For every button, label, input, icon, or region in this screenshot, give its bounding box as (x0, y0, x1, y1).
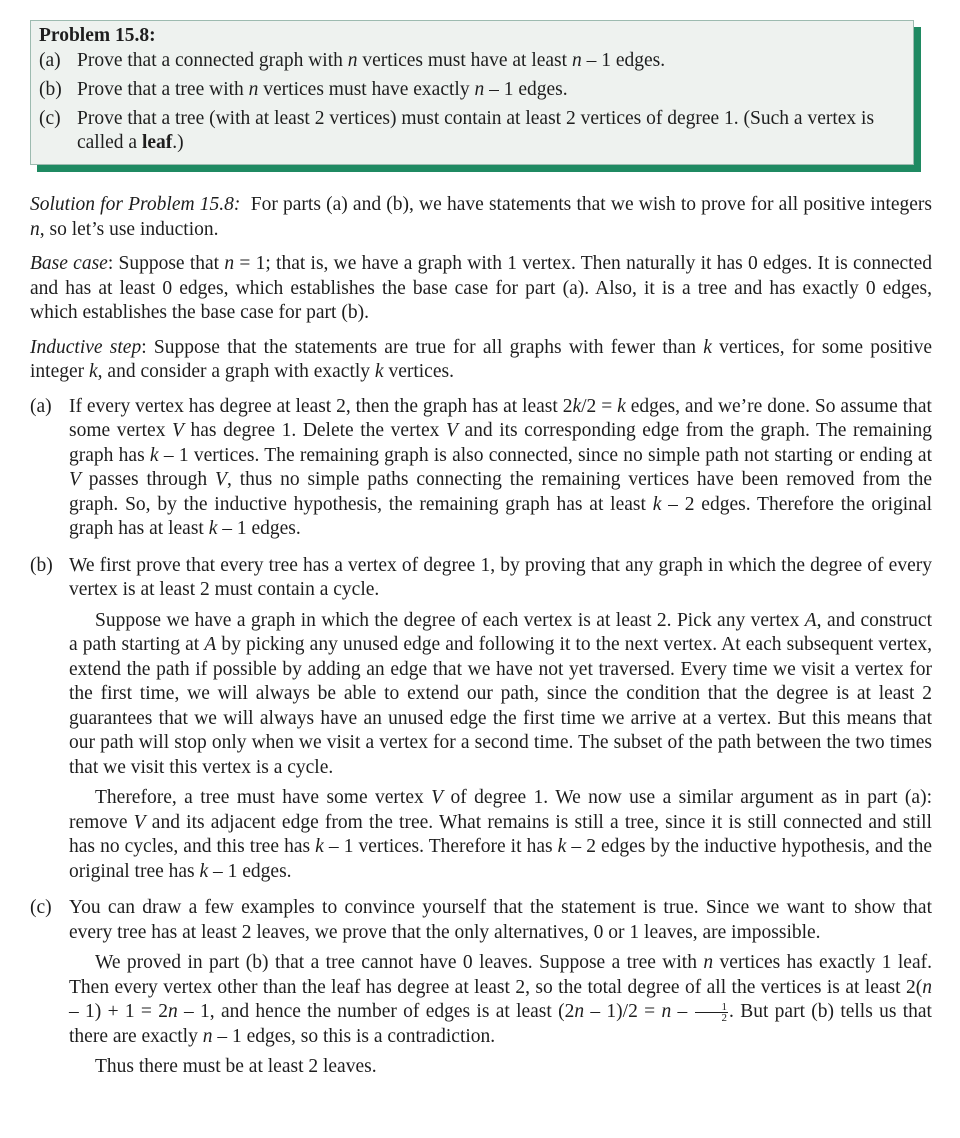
part-text: Prove that a connected graph with n vertices must have at least n – 1 edges. (77, 50, 666, 71)
part-c-argument: We proved in part (b) that a tree cannot have 0 leaves. Suppose a tree with n vertices has exactly 1 leaf. Then every vertex other than the leaf has degree at least 2, so the total degree of all the vertices is at least 2(n – 1) + 1 = 2n – 1, and hence the number of edges is at least (2n – 1)/2 = n – $\frac{1}{2}$ . But part (b) tells us that there are exactly n – 1 edges, so this is a contradiction. (69, 952, 932, 1047)
solution-body (30, 193, 932, 1092)
inductive-step: Inductive step: Suppose that the statements are true for all graphs with fewer than k vertices, for some positive integer k, and consider a graph with exactly k vertices. (30, 336, 932, 382)
solution-part-b: (b) We first prove that every tree has a vertex of degree 1, by proving that any graph in which the degree of every vertex is at least 2 must contain a cycle. Suppose we have a graph in which the degree of each vertex is at least 2. Pick any vertex A, and construct a path starting at A by picking any unused edge and following it to the next vertex. At each subsequent vertex, extend the path if possible by adding an edge that we have not yet traversed. Every time we visit a vertex for the first time, we will always be able to extend our path, since the condition that the degree is at least 2 guarantees that we will always have an unused edge the first time we arrive at a vertex. But this means that our path will stop only when we visit a vertex for a second time. The subset of the path between the two times that we visit this vertex is a cycle. Therefore, a tree must have some vertex V of degree 1. We now use a similar argument as in part (a): remove V and its adjacent edge from the tree. What remains is still a tree, since it is still connected and still has no cycles, and this tree has k – 1 vertices. Therefore it has k – 2 edges by the inductive hypothesis, and the original tree has k – 1 edges. (30, 554, 932, 891)
problem-part-a (39, 49, 913, 73)
part-c-intro: You can draw a few examples to convince yourself that the statement is true. Since we want to show that every tree has at least 2 leaves, we prove that the only alternatives, 0 or 1 leaves, are impossible. (69, 897, 932, 943)
problem-part-c (39, 107, 913, 155)
part-label: (c) (39, 108, 61, 129)
solution-part-a: (a) If every vertex has degree at least 2, then the graph has at least 2k/2 = k edges, and we’re done. So assume that some vertex V has degree 1. Delete the vertex V and its corresponding edge from the graph. The remaining graph has k – 1 vertices. The remaining graph is also connected, since no simple path not starting or ending at V passes through V, thus no simple paths connecting the remaining vertices have been removed from the graph. So, by the inductive hypothesis, the remaining graph has at least k – 2 edges. Therefore the original graph has at least k – 1 edges. (30, 395, 932, 548)
part-text: Prove that a tree (with at least 2 vertices) must contain at least 2 vertices of degree 1. (Such a vertex is called a leaf.) (77, 108, 875, 153)
part-b-cycle-argument: Suppose we have a graph in which the degree of each vertex is at least 2. Pick any vertex A, and construct a path starting at A by picking any unused edge and following it to the next vertex. At each subsequent vertex, extend the path if possible by adding an edge that we have not yet traversed. Every time we visit a vertex for the first time, we will always be able to extend our path, since the condition that the degree is at least 2 guarantees that we will always have an unused edge the first time we arrive at a vertex. But this means that our path will stop only when we visit a vertex for a second time. The subset of the path between the two times that we visit this vertex is a cycle. (69, 609, 932, 778)
problem-box (30, 20, 914, 165)
part-label: (a) (39, 50, 61, 71)
solution-part-c: (c) You can draw a few examples to convince yourself that the statement is true. Since we want to show that every tree has at least 2 leaves, we prove that the only alternatives, 0 or 1 leaves, are impossible. We proved in part (b) that a tree cannot have 0 leaves. Suppose a tree with n vertices has exactly 1 leaf. Then every vertex other than the leaf has degree at least 2, so the total degree of all the vertices is at least 2(n – 1) + 1 = 2n – 1, and hence the number of edges is at least (2n – 1)/2 = n – $\frac{1}{2}$ . But part (b) tells us that there are exactly n – 1 edges, so this is a contradiction. Thus there must be at least 2 leaves. (30, 896, 932, 1086)
part-a-text: If every vertex has degree at least 2, then the graph has at least 2k/2 = k edges, and we’re done. So assume that some vertex V has degree 1. Delete the vertex V and its corresponding edge from the graph. The remaining graph has k – 1 vertices. The remaining graph is also connected, since no simple path not starting or ending at V passes through V, thus no simple paths connecting the remaining vertices have been removed from the graph. So, by the inductive hypothesis, the remaining graph has at least k – 2 edges. Therefore the original graph has at least k – 1 edges. (69, 395, 932, 539)
problem-title: Problem 15.8: (39, 25, 156, 46)
part-b-conclusion: Therefore, a tree must have some vertex V of degree 1. We now use a similar argument as in part (a): remove V and its adjacent edge from the tree. What remains is still a tree, since it is still connected and still has no cycles, and this tree has k – 1 vertices. Therefore it has k – 2 edges by the inductive hypothesis, and the original tree has k – 1 edges. (69, 787, 932, 882)
part-b-intro: We first prove that every tree has a vertex of degree 1, by proving that any graph in which the degree of every vertex is at least 2 must contain a cycle. (69, 554, 932, 600)
fraction-one-half: $\frac{1}{2}$ (695, 1002, 729, 1023)
base-case: Base case: Suppose that n = 1; that is, we have a graph with 1 vertex. Then naturally it has 0 edges. It is connected and has at least 0 edges, which establishes the base case for part (a). Also, it is a tree and has exactly 0 edges, which establishes the base case for part (b). (30, 253, 932, 323)
problem-part-b (39, 78, 913, 102)
part-label: (b) (39, 79, 62, 100)
part-c-conclusion: Thus there must be at least 2 leaves. (95, 1056, 377, 1077)
solution-intro: Solution for Problem 15.8: For parts (a) and (b), we have statements that we wish to prove for all positive integers n, so let’s use induction. (30, 194, 933, 240)
part-text: Prove that a tree with n vertices must have exactly n – 1 edges. (77, 79, 568, 100)
